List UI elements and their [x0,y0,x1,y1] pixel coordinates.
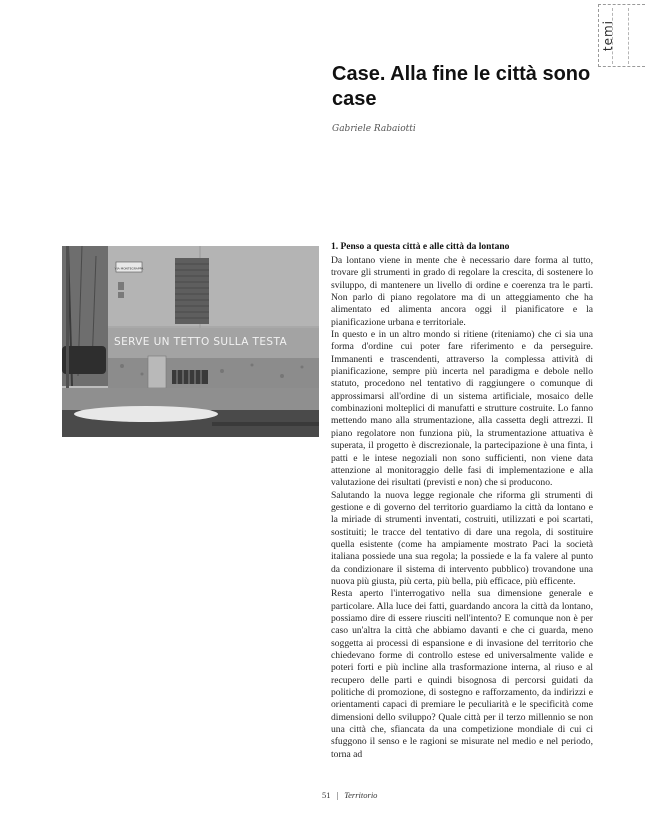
tab-divider [628,8,629,64]
article-photo [62,246,319,437]
article-title: Case. Alla fine le città sono case [332,63,591,110]
paragraph: Resta aperto l'interrogativo nella sua dimensione generale e particolare. Alla luce dei fatti, guardando ancora la città da lontano, possiamo dire di essere riusciti nell'intento? E comunque non è per caso un'altra la città che abbiamo davanti e che ci guarda, meno soggetta ai processi di espansione e di invasione del territorio che chiedevano forme di controllo estese ed universalmente valide e poteri forti e più incline alla trasformazione interna, al riuso e al recupero delle parti e quindi bisognosa di percorsi guidati da politiche di promozione, di sostegno e rafforzamento, da indirizzi e orientamenti capaci di premiare le peculiarità e le specificità come dimensioni dello sviluppo? Quale città per il terzo millennio se non una città che, sfiancata da una competizione mondiale di cui ci sfuggono il senso e le ragioni se misurate nel medio e nel periodo, torna ad [331,588,593,760]
paragraph: Salutando la nuova legge regionale che riforma gli strumenti di gestione e di governo del territorio guardiamo la città da lontano e la miriade di strumenti inventati, costruiti, utilizzati e poi scartati, sostituiti; le tracce del tentativo di dare una regola, di sostituire quella esistente (come ha ampiamente mostrato Paci la società italiana possiede una sua regola; la possiede e la fa valere al punto da condizionare il sistema di intervento pubblico) trovandone una nuova più giusta, più certa, più bella, più efficace, più efficente. [331,489,593,587]
paragraph: Da lontano viene in mente che è necessario dare forma al tutto, trovare gli strumenti in grado di regolare la crescita, di sostenere lo sviluppo, di mantenere un livello di ordine e coerenza tra le parti. Non parlo di piano regolatore ma di un atteggiamento che ha alimentato ed alimenta ancora oggi il pianificatore e la pianificazione urbana e territoriale. [331,255,593,328]
footer-separator: | [336,790,339,800]
journal-name: Territorio [344,790,378,800]
section-tab-label: temi [601,20,615,52]
page-number: 51 [322,790,331,800]
article-author: Gabriele Rabaiotti [332,124,416,134]
page-footer [322,790,377,800]
street-sign-text: VIA MONTEGRAPPA [114,266,144,271]
paragraph: In questo e in un altro mondo si ritiene (riteniamo) che ci sia una forma d'ordine cui poter fare riferimento e da perseguire. Immanenti e trascendenti, attraverso la complessa attività di pianificazione, sempre più incerta nel paradigma e debole nello statuto, procedono nel tentativo di raggiungere o comunque di approssimarsi all'ordine di un sistema artificiale, mosaico delle combinazioni molteplici di manufatti e strutture costruite. Lo fanno mettendo mano alla strumentazione, alla cassetta degli attrezzi. Il piano regolatore non funziona più, la strumentazione attuativa è superata, il progetto è discrezionale, la partecipazione è una finta, i patti e le intese negoziali non sono sufficienti, non viene data attenzione al monitoraggio delle fasi di implementazione e alla valutazione dei risultati (previsti e non) che si producono. [331,329,593,489]
section-heading: 1. Penso a questa città e alle città da lontano [331,242,510,252]
graffiti-text: SERVE UN TETTO SULLA TESTA [114,336,288,348]
article-body [331,255,593,761]
building-photo [62,246,319,437]
